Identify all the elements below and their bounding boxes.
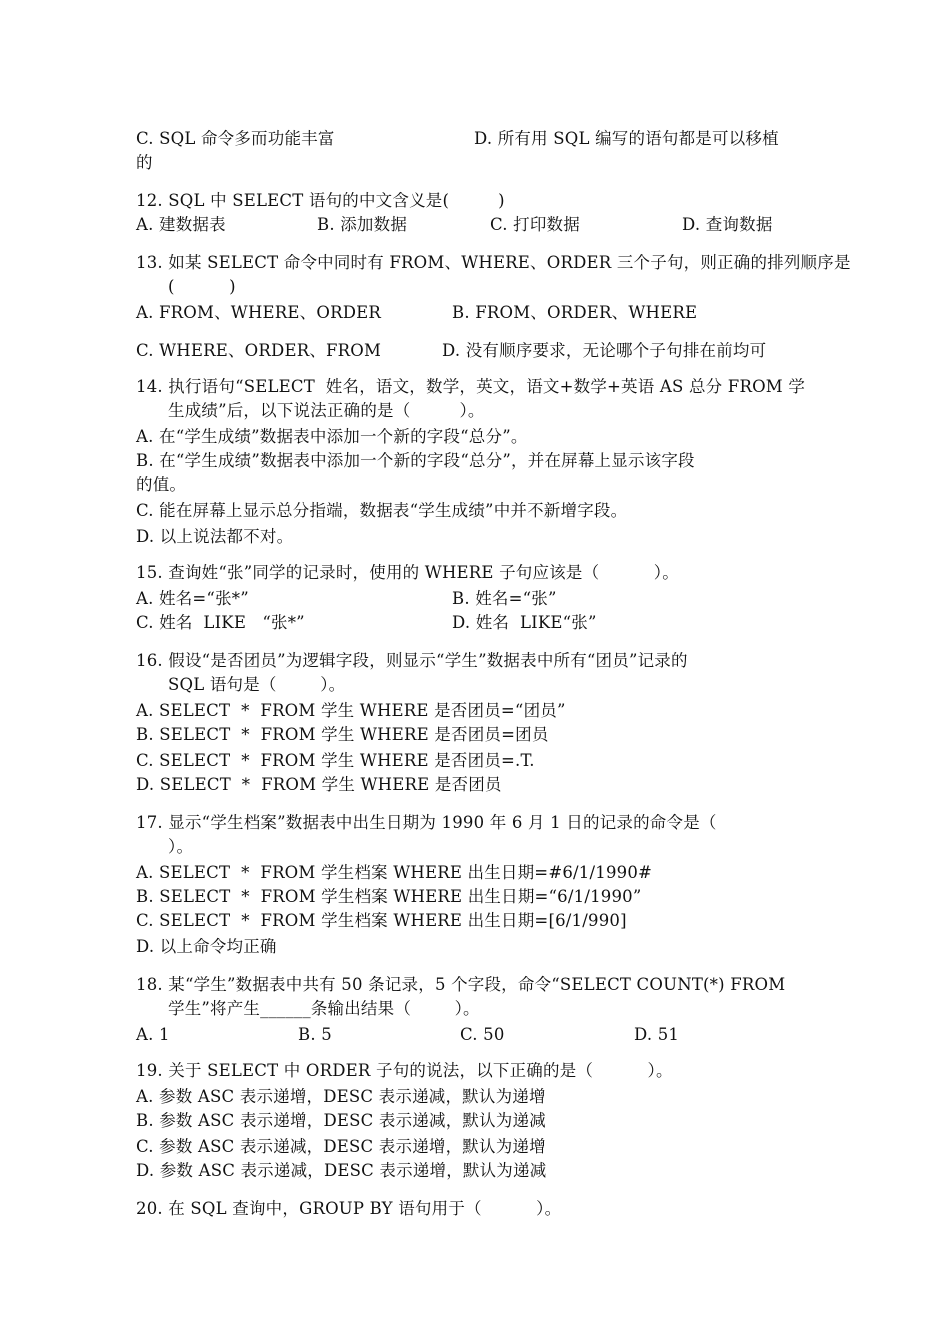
q15-option-a: A. 姓名=“张*” (136, 589, 249, 608)
q13-option-b: B. FROM、ORDER、WHERE (452, 303, 698, 322)
q14-option-c: C. 能在屏幕上显示总分指端，数据表“学生成绩”中并不新增字段。 (136, 501, 628, 520)
q17-option-c: C. SELECT * FROM 学生档案 WHERE 出生日期=[6/1/990] (136, 911, 627, 930)
question-12: 12. SQL 中 SELECT 语句的中文含义是( ) (136, 191, 505, 210)
question-20: 20. 在 SQL 查询中，GROUP BY 语句用于（ ）。 (136, 1199, 562, 1218)
option-d: D. 所有用 SQL 编写的语句都是可以移植 (474, 129, 779, 148)
question-13-continued: ( ) (168, 277, 236, 296)
q15-option-b: B. 姓名=“张” (452, 589, 557, 608)
q16-option-d: D. SELECT * FROM 学生 WHERE 是否团员 (136, 775, 502, 794)
q13-option-c: C. WHERE、ORDER、FROM (136, 341, 382, 360)
q17-option-d: D. 以上命令均正确 (136, 937, 277, 956)
q19-option-a: A. 参数 ASC 表示递增，DESC 表示递减，默认为递增 (136, 1087, 546, 1106)
option-d-continued: 的 (136, 153, 153, 172)
q12-option-d: D. 查询数据 (682, 215, 773, 234)
q12-option-a: A. 建数据表 (136, 215, 226, 234)
question-16: 16. 假设“是否团员”为逻辑字段，则显示“学生”数据表中所有“团员”记录的 (136, 651, 688, 670)
q14-option-a: A. 在“学生成绩”数据表中添加一个新的字段“总分”。 (136, 427, 528, 446)
question-14: 14. 执行语句“SELECT 姓名，语文，数学，英文，语文+数学+英语 AS 总分 FROM 学 (136, 377, 806, 396)
q15-option-d: D. 姓名 LIKE“张” (452, 613, 597, 632)
q19-option-b: B. 参数 ASC 表示递增，DESC 表示递减，默认为递减 (136, 1111, 546, 1130)
q17-option-a: A. SELECT * FROM 学生档案 WHERE 出生日期=#6/1/1990# (136, 863, 653, 882)
question-17-continued: ）。 (168, 837, 194, 856)
question-18: 18. 某“学生”数据表中共有 50 条记录，5 个字段，命令“SELECT COUNT(*) FROM (136, 975, 786, 994)
option-c: C. SQL 命令多而功能丰富 (136, 129, 335, 148)
q16-option-a: A. SELECT * FROM 学生 WHERE 是否团员=“团员” (136, 701, 566, 720)
q13-option-a: A. FROM、WHERE、ORDER (136, 303, 382, 322)
q12-option-b: B. 添加数据 (317, 215, 408, 234)
q17-option-b: B. SELECT * FROM 学生档案 WHERE 出生日期=“6/1/1990” (136, 887, 642, 906)
q18-option-c: C. 50 (460, 1025, 505, 1044)
question-17: 17. 显示“学生档案”数据表中出生日期为 1990 年 6 月 1 日的记录的命令是（ (136, 813, 717, 832)
q14-option-b-continued: 的值。 (136, 475, 187, 494)
q12-option-c: C. 打印数据 (490, 215, 580, 234)
question-16-continued: SQL 语句是（ ）。 (168, 675, 346, 694)
q19-option-c: C. 参数 ASC 表示递减，DESC 表示递增，默认为递增 (136, 1137, 546, 1156)
question-19: 19. 关于 SELECT 中 ORDER 子句的说法，以下正确的是（ ）。 (136, 1061, 673, 1080)
q14-option-b: B. 在“学生成绩”数据表中添加一个新的字段“总分”，并在屏幕上显示该字段 (136, 451, 695, 470)
q16-option-b: B. SELECT * FROM 学生 WHERE 是否团员=团员 (136, 725, 549, 744)
question-14-continued: 生成绩”后，以下说法正确的是（ ）。 (168, 401, 485, 420)
q13-option-d: D. 没有顺序要求，无论哪个子句排在前均可 (442, 341, 767, 360)
q15-option-c: C. 姓名 LIKE “张*” (136, 613, 305, 632)
q16-option-c: C. SELECT * FROM 学生 WHERE 是否团员=.T. (136, 751, 535, 770)
question-18-continued: 学生”将产生______条输出结果（ ）。 (168, 999, 480, 1018)
q14-option-d: D. 以上说法都不对。 (136, 527, 294, 546)
q18-option-d: D. 51 (634, 1025, 680, 1044)
question-13: 13. 如某 SELECT 命令中同时有 FROM、WHERE、ORDER 三个子句，则正确的排列顺序是 (136, 253, 851, 272)
question-15: 15. 查询姓“张”同学的记录时，使用的 WHERE 子句应该是（ ）。 (136, 563, 679, 582)
q19-option-d: D. 参数 ASC 表示递减，DESC 表示递增，默认为递减 (136, 1161, 547, 1180)
q18-option-a: A. 1 (136, 1025, 170, 1044)
q18-option-b: B. 5 (298, 1025, 332, 1044)
